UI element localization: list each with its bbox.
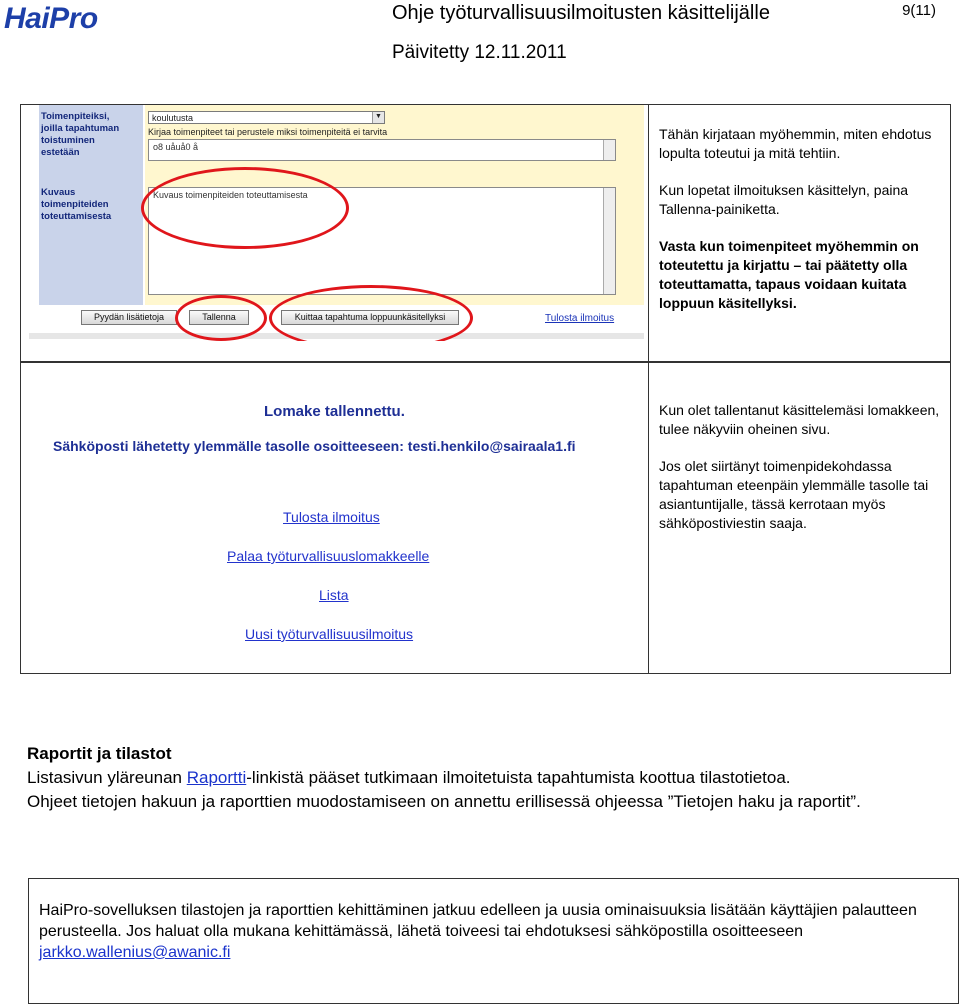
column-divider [648,105,649,361]
measures-label-cell [39,105,143,181]
explanation-paragraph: Kun lopetat ilmoituksen käsittelyn, paina Tallenna-painiketta. [659,182,909,217]
feedback-text: HaiPro-sovelluksen tilastojen ja raporttien kehittäminen jatkuu edelleen ja uusia ominaisuuksia lisätään käyttäjien palautteen perusteella. Jos haluat olla mukana kehittämässä, lähetä toiveesi tai ehdotuksesi sähköpostilla osoitteeseen [39,902,917,940]
request-info-button[interactable]: Pyydän lisätietoja [81,310,177,325]
confirmation-title: Lomake tallennettu. [264,403,405,420]
reports-paragraph: Listasivun yläreunan Raportti-linkistä pääset tutkimaan ilmoitetuista tapahtumista koottua tilastotietoa. [27,768,791,787]
measures-label: Toimenpiteiksi, joilla tapahtuman toistuminen estetään [41,111,120,158]
measures-select[interactable]: koulutusta ▼ [148,111,385,124]
scrollbar[interactable] [603,140,615,160]
description-label: Kuvaus toimenpiteiden toteuttamisesta [41,187,112,222]
document-title: Ohje työturvallisuusilmoitusten käsittelijälle [392,2,770,24]
confirmation-instruction-box [20,362,951,674]
new-report-link[interactable]: Uusi työturvallisuusilmoitus [245,626,414,642]
reports-section [27,742,927,814]
report-link[interactable]: Raportti [186,768,247,787]
scrollbar[interactable] [603,188,615,294]
measures-hint: Kirjaa toimenpiteet tai perustele miksi toimenpiteitä ei tarvita [148,127,388,137]
back-to-form-link[interactable]: Palaa työturvallisuuslomakkeelle [227,548,430,564]
haipro-logo [4,2,144,42]
explanation-paragraph: Kun olet tallentanut käsittelemäsi lomakkeen, tulee näkyviin oheinen sivu. [659,402,940,437]
updated-date: Päivitetty 12.11.2011 [392,42,567,63]
section-heading: Raportit ja tilastot [27,744,172,763]
chevron-down-icon: ▼ [372,112,384,123]
measures-textarea[interactable]: o8 uåuå0 å [148,139,616,161]
form-explanation [659,125,951,331]
reports-paragraph: Ohjeet tietojen hakuun ja raporttien muodostamiseen on annettu erillisessä ohjeessa ”Tietojen haku ja raportit”. [27,792,861,811]
explanation-paragraph: Vasta kun toimenpiteet myöhemmin on toteutettu ja kirjattu – tai päätetty olla toteuttamatta, tapaus voidaan kuitata loppuun käsitellyksi. [659,238,919,311]
logo-text: HaiPro [4,2,98,35]
column-divider [648,363,649,673]
page-number: 9(11) [902,2,936,19]
email-link[interactable]: jarkko.wallenius@awanic.fi [39,944,231,961]
list-link[interactable]: Lista [319,587,349,603]
description-textarea[interactable]: Kuvaus toimenpiteiden toteuttamisesta [148,187,616,295]
highlight-circle-save [175,295,267,341]
print-report-link[interactable]: Tulosta ilmoitus [283,509,380,525]
save-button[interactable]: Tallenna [189,310,249,325]
highlight-circle-description [141,167,349,249]
explanation-paragraph: Tähän kirjataan myöhemmin, miten ehdotus lopulta toteutui ja mitä tehtiin. [659,126,932,161]
close-case-button[interactable]: Kuittaa tapahtuma loppuunkäsitellyksi [281,310,459,325]
form-screenshot [29,105,644,341]
email-notice: Sähköposti lähetetty ylemmälle tasolle osoitteeseen: testi.henkilo@sairaala1.fi [53,438,576,454]
description-label-cell [39,181,143,305]
form-instruction-box [20,104,951,362]
explanation-paragraph: Jos olet siirtänyt toimenpidekohdassa tapahtuman eteenpäin ylemmälle tasolle tai asiantuntijalle, tässä kerrotaan myös sähköpostiviestin saaja. [659,458,929,531]
feedback-box [28,878,959,1004]
print-report-link[interactable]: Tulosta ilmoitus [545,313,615,324]
confirmation-explanation [659,401,951,551]
